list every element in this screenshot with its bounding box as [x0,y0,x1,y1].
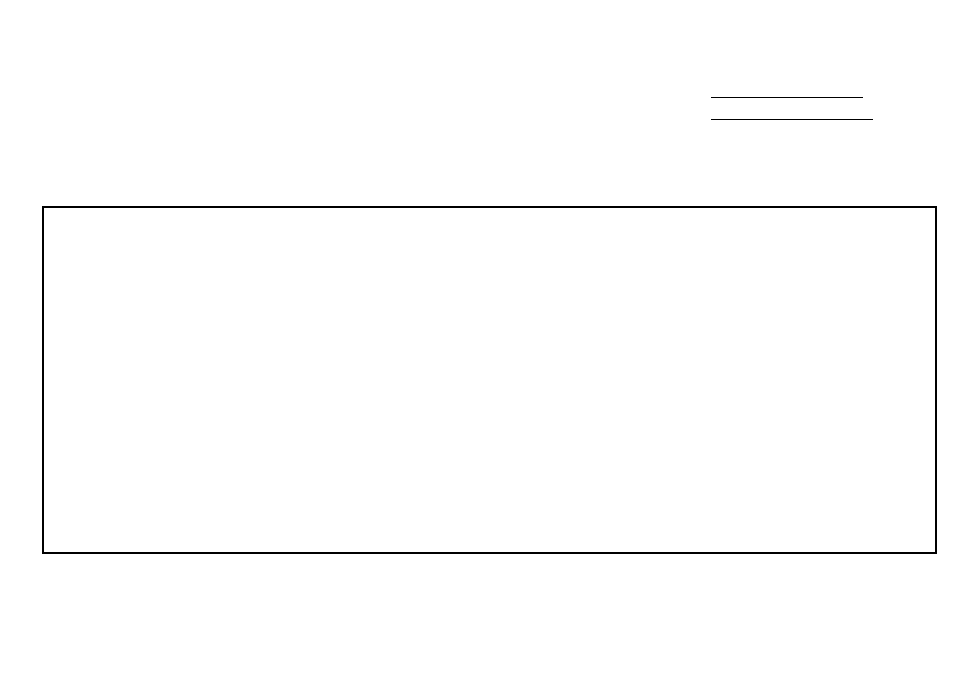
name-underline [711,107,873,120]
name-field[interactable] [711,106,873,120]
class-underline [711,85,863,98]
class-field[interactable] [711,84,863,98]
table-frame [42,206,937,554]
